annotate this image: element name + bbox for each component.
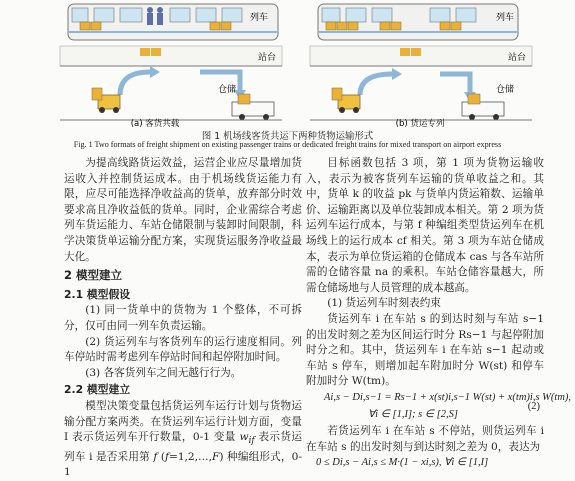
equation-2-rhs: − Di,s−1 = Rs−1 + x(st)i,s−1 W(st) + x(tm)i,s W(tm), (340, 391, 572, 403)
nonstop-paragraph: 若货运列车 i 在车站 s 不停站，则货运列车 i 在车站 s 的出发时刻与到达时刻之差为 0，表达为 (306, 424, 544, 453)
model-paragraph: 模型决策变量包括货运列车运行计划与货物运输分配方案两类。在货运列车运行计划方面，变量 I 表示货运列车开行数量，0-1 变量 $w_{if}$ 表示货运列车 i 是否采用第 f (f=1,2,…,F) 种编组形式，0-1 (64, 399, 303, 479)
panel-a-platform-label: 站台 (258, 53, 277, 63)
figure-caption-cn: 图 1 机场线客货共运下两种货物运输形式 (201, 131, 374, 142)
assumption-2: (2) 货运列车与客货列车的运行速度相同。列车停站时需考虑列车停站时间和起停附加时间。 (64, 335, 302, 364)
panel-a-train-label: 列车 (250, 13, 269, 23)
left-column (64, 156, 302, 481)
figure-caption-en: Fig. 1 Two formats of freight shipment on existing passenger trains or dedicated freight trains for mixed transport on airport express (73, 140, 502, 149)
equation-2-lhs: Ai,s (324, 391, 341, 403)
equation-2-line-2: ∀i ∈ [1,I]; s ∈ [2,S] (368, 408, 458, 420)
model-paragraph-part-3: 种编组形式，0-1 (64, 450, 302, 479)
objective-paragraph: 目标函数包括 3 项，第 1 项为货物运输收入，表示为被客货列车运输的货单收益之和。其中，货单 k 的收益 pk 与货单内货运箱数、运输单价、运输距离以及单位装卸成本相关。第 2 项为货运列车运行成本，与第 f 种编组类型货运列车在机场线上的运行成本 cf 相关。第 3 项为车站仓储成本，表示为单位货运箱的仓储成本 cas 与各车站所需的仓储容量 na 的乘积。车站仓储容量越大，所需仓储场地与人员管理的成本越高。 (306, 157, 544, 294)
panel-b-warehouse-label: 仓储 (496, 85, 515, 95)
assumption-3: (3) 各客货列车之间无越行行为。 (85, 366, 242, 379)
equation-3-partial: 0 ≤ Di,s − Ai,s ≤ M·(1 − xi,s), ∀i ∈ [1,I] (316, 457, 489, 469)
panel-a-warehouse-label: 仓储 (218, 85, 237, 95)
constraint-1-paragraph: 货运列车 i 在车站 s 的到达时刻与车站 s−1 的出发时刻之差为区间运行时分 Rs−1 与起停附加时分之和。其中，货运列车 i 在车站 s−1 起动或车站 s 停车，则增加起车附加时分 W(st) 和停车附加时分 W(tm)。 (306, 312, 544, 388)
panel-a-subcaption: (a) 客货共载 (130, 119, 180, 129)
section-2-1-heading: 2.1 模型假设 (64, 287, 131, 301)
right-column (306, 156, 572, 471)
section-2-heading: 2 模型建立 (64, 268, 123, 283)
intro-paragraph: 为提高线路货运效益，运营企业应尽量增加货运收入并控制货运成本。由于机场线货运能力有限，应尽可能选择净收益高的货单，放弃部分时效要求高且净收益低的货单。同时，企业需综合考虑列车货运能力、车站仓储限制与装卸时间限制，科学决策货单运输分配方案，实现货运服务净收益最大化。 (64, 157, 302, 263)
panel-b-platform-label: 站台 (508, 53, 527, 63)
equation-2-number: (2) (527, 400, 540, 412)
constraint-1-title: (1) 货运列车时刻表约束 (327, 297, 441, 310)
panel-b-train-label: 列车 (496, 13, 515, 23)
panel-a-illustration (60, 4, 282, 120)
panel-b-subcaption: (b) 货运专列 (395, 119, 445, 129)
model-paragraph-part-2: 表示货运列车 i 是否采用第 (64, 431, 303, 463)
section-2-2-heading: 2.2 模型建立 (64, 383, 131, 397)
assumption-1: (1) 同一货单中的货物为 1 个整体，不可拆分，仅可由同一列车负责运输。 (64, 304, 302, 332)
equation-2 (306, 390, 572, 424)
model-paragraph-part-1: 模型决策变量包括货运列车运行计划与货物运输分配方案两类。在货运列车运行计划方面，变量 I 表示货运列车开行数量，0-1 变量 (64, 399, 302, 444)
